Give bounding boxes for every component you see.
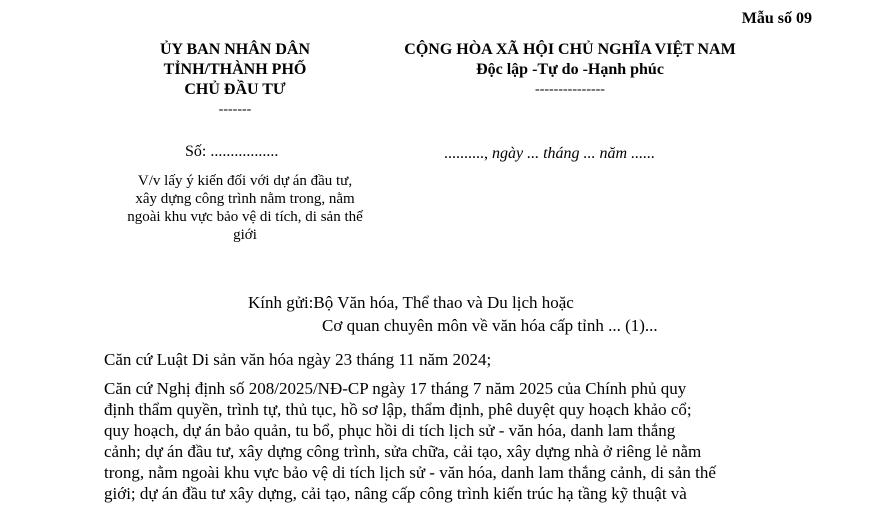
document-number: Số: ................. (185, 143, 279, 160)
paragraph-line: định thẩm quyền, trình tự, thủ tục, hồ sơ lập, thẩm định, phê duyệt quy hoạch khảo cổ; (104, 400, 692, 419)
paragraph-line: Căn cứ Nghị định số 208/2025/NĐ-CP ngày 17 tháng 7 năm 2025 của Chính phủ quy (104, 379, 687, 398)
issuer-separator: ------- (218, 102, 252, 117)
recipient-line-1: Kính gửi:Bộ Văn hóa, Thể thao và Du lịch hoặc (248, 293, 574, 312)
paragraph-line: cảnh; dự án đầu tư, xây dựng công trình, sửa chữa, cải tạo, xây dựng nhà ở riêng lẻ nằm (104, 442, 702, 461)
issuer-line-1: ỦY BAN NHÂN DÂN (159, 41, 311, 58)
issuer-line-2: TỈNH/THÀNH PHỐ (163, 61, 307, 78)
paragraph-line: trong, nằm ngoài khu vực bảo vệ di tích lịch sử - văn hóa, danh lam thắng cảnh, di sản thế (104, 463, 716, 482)
date-line (444, 145, 655, 163)
issuer-line-3: CHỦ ĐẦU TƯ (184, 81, 286, 98)
subject-line: xây dựng công trình nằm trong, nằm (135, 191, 355, 207)
date-place: .........., (444, 145, 488, 162)
paragraph-line: quy hoạch, dự án bảo quản, tu bổ, phục hồi di tích lịch sử - văn hóa, danh lam thắng (104, 421, 676, 440)
national-separator: --------------- (535, 82, 605, 97)
national-motto: Độc lập -Tự do -Hạnh phúc (476, 61, 664, 78)
national-header (370, 40, 770, 100)
paragraph-line: giới; dự án đầu tư xây dựng, cải tạo, nâng cấp công trình kiến trúc hạ tầng kỹ thuật và (104, 484, 687, 503)
form-number: Mẫu số 09 (741, 10, 812, 27)
subject-line: ngoài khu vực bảo vệ di tích, di sản thế (127, 209, 363, 225)
legal-basis-1: Căn cứ Luật Di sản văn hóa ngày 23 tháng 11 năm 2024; (104, 350, 492, 369)
subject-line: giới (233, 227, 257, 243)
date-text: ngày ... tháng ... năm ...... (492, 145, 656, 162)
national-title: CỘNG HÒA XÃ HỘI CHỦ NGHĨA VIỆT NAM (404, 41, 736, 58)
subject (122, 172, 368, 244)
issuer-header (120, 40, 350, 120)
recipient-line-2: Cơ quan chuyên môn về văn hóa cấp tỉnh ... (1)... (322, 316, 658, 335)
legal-basis-2 (104, 378, 764, 504)
subject-line: V/v lấy ý kiến đối với dự án đầu tư, (137, 173, 353, 189)
